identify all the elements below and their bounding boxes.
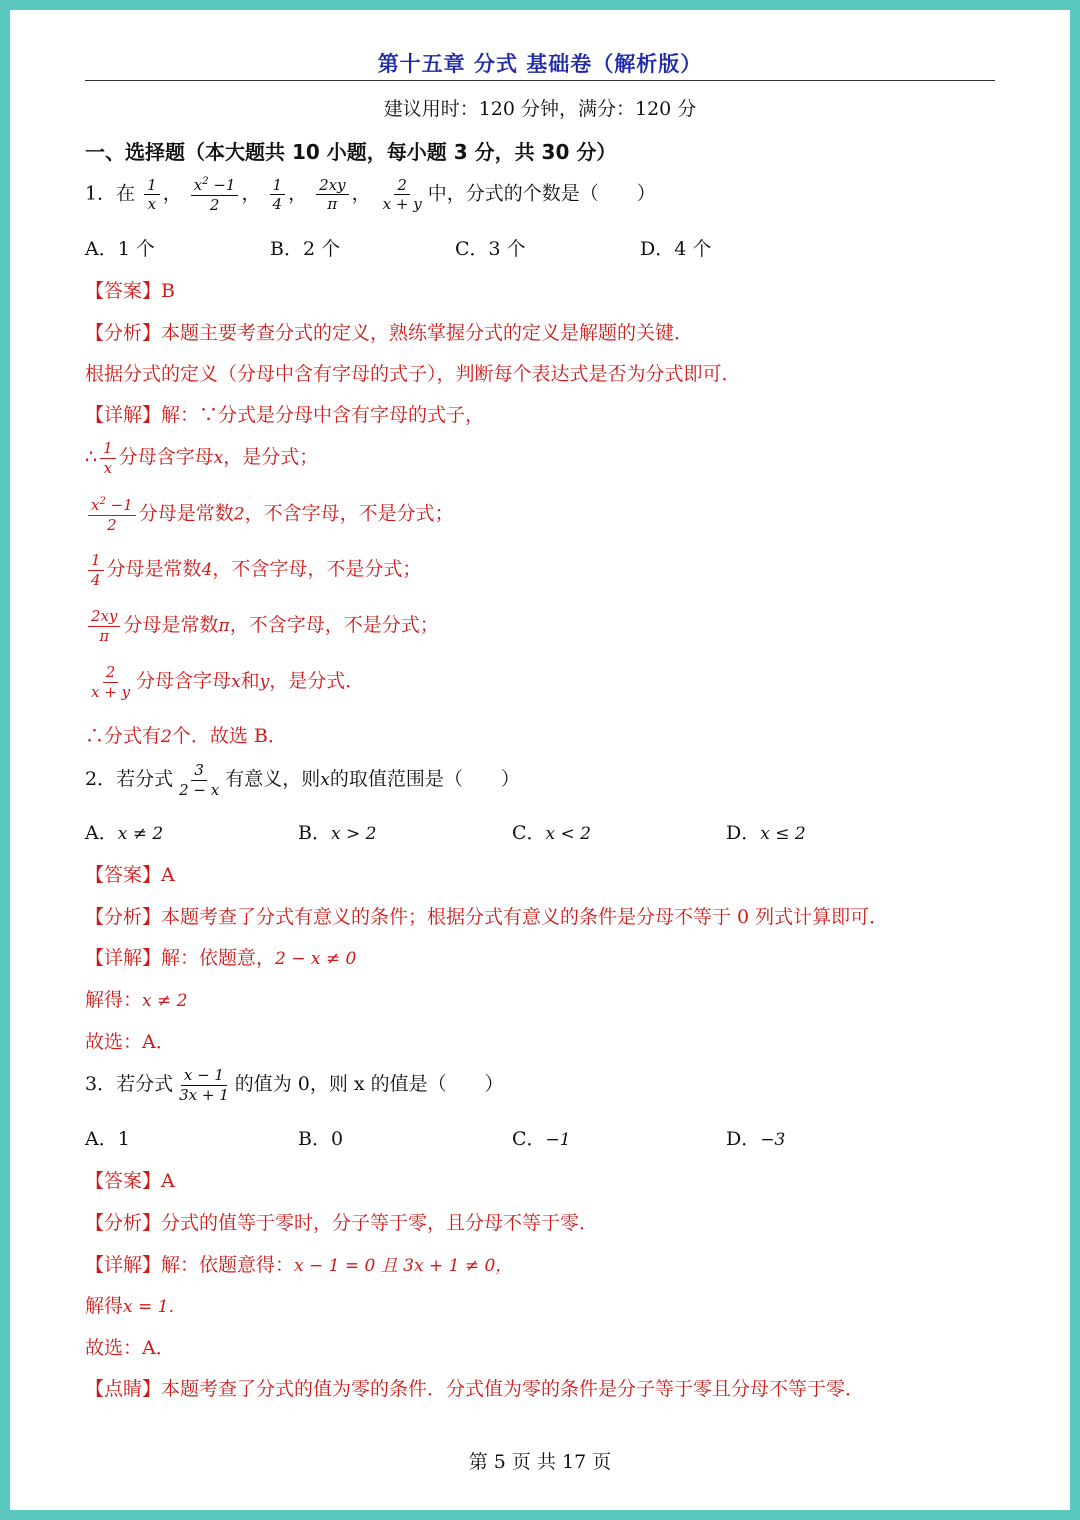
q2-option-a: A．x ≠ 2	[85, 822, 164, 844]
q2-option-b: B．x > 2	[298, 822, 377, 844]
q3-analysis: 【分析】分式的值等于零时，分子等于零，且分母不等于零．	[85, 1212, 599, 1234]
q3-choose: 故选：A．	[85, 1337, 175, 1359]
q3-comment: 【点睛】本题考查了分式的值为零的条件．分式值为零的条件是分子等于零且分母不等于零．	[85, 1378, 865, 1400]
q1-option-c: C．3 个	[455, 238, 526, 260]
q3-option-b: B．0	[298, 1128, 344, 1150]
q2-option-d: D．x ≤ 2	[726, 822, 806, 844]
fraction-x2-minus-1-over-2: $\frac{x^2 -1}{2}$	[191, 176, 239, 213]
fraction-3-over-2-minus-x: $\frac{3}{2 - x}$	[179, 761, 220, 799]
fraction-1-over-x: $\frac{1}{x}$	[144, 177, 160, 213]
q3-option-a: A．1	[85, 1128, 130, 1150]
q1-detail-step-2: $\frac{x^2 -1}{2}$ 分母是常数2，不含字母，不是分式；	[85, 496, 454, 533]
q2-choose: 故选：A．	[85, 1031, 175, 1053]
q1-analysis-2: 根据分式的定义（分母中含有字母的式子），判断每个表达式是否为分式即可．	[85, 363, 741, 385]
q2-answer: 【答案】A	[85, 864, 175, 886]
q2-solve: 解得：x ≠ 2	[85, 989, 188, 1011]
page-title: 第十五章 分式 基础卷（解析版）	[377, 52, 703, 76]
q1-detail-step-3: $\frac{1}{4}$ 分母是常数4，不含字母，不是分式；	[85, 552, 421, 588]
q2-option-c: C．x < 2	[512, 822, 592, 844]
q2-analysis: 【分析】本题考查了分式有意义的条件；根据分式有意义的条件是分母不等于 0 列式计算即可．	[85, 906, 889, 928]
q3-option-c: C．−1	[512, 1128, 571, 1150]
q2-detail: 【详解】解：依题意，2 − x ≠ 0	[85, 947, 357, 969]
time-score-info: 建议用时：120 分钟，满分：120 分	[383, 98, 697, 120]
q3-answer: 【答案】A	[85, 1170, 175, 1192]
section-heading: 一、选择题（本大题共 10 小题，每小题 3 分，共 30 分）	[85, 140, 617, 164]
q3-solve: 解得x = 1．	[85, 1295, 186, 1317]
question-1-stem: 1．在 $\frac{1}{x}$ ， $\frac{x^2 -1}{2}$ ， $\frac{1}{4}$ ， $\frac{2xy}{\pi}$ ， $\frac{2}{x + y}$ 中，分式的个数是（ ）	[85, 175, 656, 214]
q1-option-d: D．4 个	[640, 238, 712, 260]
question-2-stem: 2．若分式 $\frac{3}{2 - x}$ 有意义，则x的取值范围是（ ）	[85, 761, 520, 799]
question-3-stem: 3．若分式 $\frac{x - 1}{3x + 1}$ 的值为 0，则 x 的值是（ ）	[85, 1066, 504, 1104]
header-divider	[85, 80, 995, 81]
q1-detail: 【详解】解：∵分式是分母中含有字母的式子，	[85, 404, 485, 426]
q1-detail-step-4: $\frac{2xy}{\pi}$ 分母是常数π，不含字母，不是分式；	[85, 608, 439, 644]
fraction-2-over-x-plus-y: $\frac{2}{x + y}$	[382, 175, 422, 213]
fraction-1-over-4: $\frac{1}{4}$	[270, 177, 286, 213]
page-number-footer: 第 5 页 共 17 页	[468, 1451, 612, 1473]
q1-answer: 【答案】B	[85, 280, 175, 302]
q1-detail-step-1: ∴ $\frac{1}{x}$ 分母含字母x，是分式；	[85, 439, 319, 477]
q3-option-d: D．−3	[726, 1128, 786, 1150]
document-page	[10, 10, 1070, 1510]
q1-conclusion: ∴分式有2个．故选 B．	[85, 725, 287, 747]
q1-option-b: B．2 个	[270, 238, 341, 260]
q3-detail: 【详解】解：依题意得：x − 1 = 0 且 3x + 1 ≠ 0，	[85, 1254, 513, 1276]
q1-option-a: A．1 个	[85, 238, 155, 260]
fraction-2xy-over-pi: $\frac{2xy}{\pi}$	[316, 177, 348, 213]
q1-detail-step-5: $\frac{2}{x + y}$ 分母含字母x和y，是分式．	[91, 663, 365, 701]
q1-analysis: 【分析】本题主要考查分式的定义，熟练掌握分式的定义是解题的关键．	[85, 322, 694, 344]
fraction-x-minus-1-over-3x-plus-1: $\frac{x - 1}{3x + 1}$	[179, 1066, 229, 1104]
